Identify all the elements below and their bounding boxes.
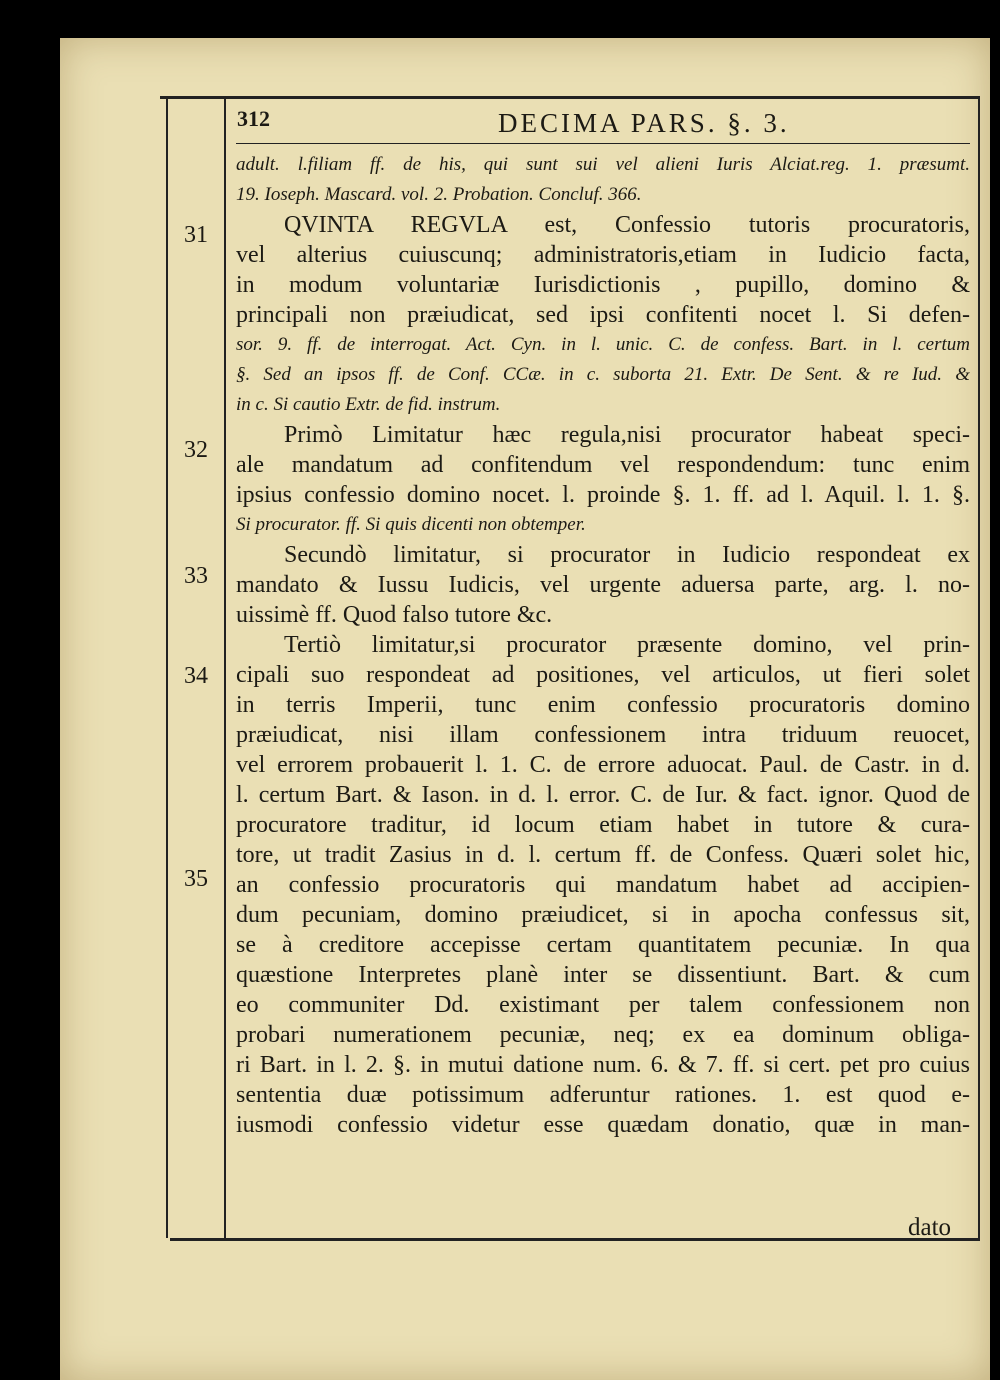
top-rule	[160, 96, 980, 99]
margin-number-33: 33	[184, 563, 208, 589]
text-line: §. Sed an ipsos ff. de Conf. CCæ. in c. suborta 21. Extr. De Sent. & re Iud. &	[236, 364, 970, 385]
text-line: l. certum Bart. & Iason. in d. l. error. C. de Iur. & fact. ignor. Quod de	[236, 782, 970, 808]
text-line: ipsius confessio domino nocet. l. proinde §. 1. ff. ad l. Aquil. l. 1. §.	[236, 482, 970, 508]
text-line: in c. Si cautio Extr. de fid. instrum.	[236, 394, 501, 415]
text-line: ale mandatum ad confitendum vel respondendum: tunc enim	[236, 452, 970, 478]
text-line: eo communiter Dd. existimant per talem confessionem non	[236, 992, 970, 1018]
running-title: DECIMA PARS. §. 3.	[498, 108, 790, 138]
text-line: Primò Limitatur hæc regula,nisi procurator habeat speci-	[284, 422, 970, 448]
text-line: sententia duæ potissimum adferuntur rationes. 1. est quod e-	[236, 1082, 970, 1108]
text-line: QVINTA REGVLA est, Confessio tutoris procuratoris,	[284, 212, 970, 238]
text-line: se à creditore accepisse certam quantitatem pecuniæ. In qua	[236, 932, 970, 958]
text-line: Tertiò limitatur,si procurator præsente domino, vel prin-	[284, 632, 970, 658]
text-line: vel alterius cuiuscunq; administratoris,etiam in Iudicio facta,	[236, 242, 970, 268]
margin-number-32: 32	[184, 437, 208, 463]
margin-number-34: 34	[184, 663, 208, 689]
outer-margin-rule	[166, 98, 168, 1238]
text-line: ri Bart. in l. 2. §. in mutui datione num. 6. & 7. ff. si cert. pet pro cuius	[236, 1052, 970, 1078]
text-line: principali non præiudicat, sed ipsi confitenti nocet l. Si defen-	[236, 302, 970, 328]
text-line: procuratore traditur, id locum etiam habet in tutore & cura-	[236, 812, 970, 838]
text-line: in terris Imperii, tunc enim confessio procuratoris domino	[236, 692, 970, 718]
text-line: Si procurator. ff. Si quis dicenti non obtemper.	[236, 514, 586, 535]
text-line: mandato & Iussu Iudicis, vel urgente aduersa parte, arg. l. no-	[236, 572, 970, 598]
text-line: probari numerationem pecuniæ, neq; ex ea dominum obliga-	[236, 1022, 970, 1048]
text-line: præiudicat, nisi illam confessionem intra triduum reuocet,	[236, 722, 970, 748]
text-line: adult. l.filiam ff. de his, qui sunt sui vel alieni Iuris Alciat.reg. 1. præsumt.	[236, 154, 970, 175]
text-line: dum pecuniam, domino præiudicet, si in apocha confessus sit,	[236, 902, 970, 928]
catchword: dato	[908, 1214, 952, 1241]
text-line: tore, ut tradit Zasius in d. l. certum ff. de Confess. Quæri solet hic,	[236, 842, 970, 868]
page-number: 312	[237, 106, 270, 131]
text-line: uissimè ff. Quod falso tutore &c.	[236, 602, 553, 628]
right-margin-rule	[978, 98, 980, 1238]
bottom-rule	[170, 1238, 980, 1241]
margin-number-31: 31	[184, 222, 208, 248]
text-line: cipali suo respondeat ad positiones, vel articulos, ut fieri solet	[236, 662, 970, 688]
text-line: 19. Ioseph. Mascard. vol. 2. Probation. Concluf. 366.	[236, 184, 642, 205]
text-line: vel errorem probauerit l. 1. C. de errore aduocat. Paul. de Castr. in d.	[236, 752, 970, 778]
inner-margin-rule	[224, 98, 226, 1238]
text-line: an confessio procuratoris qui mandatum habet ad accipien-	[236, 872, 970, 898]
margin-number-35: 35	[184, 866, 208, 892]
body-text	[236, 150, 970, 1140]
text-line: quæstione Interpretes planè inter se dissentiunt. Bart. & cum	[236, 962, 970, 988]
text-line: iusmodi confessio videtur esse quædam donatio, quæ in man-	[236, 1112, 970, 1138]
text-line: in modum voluntariæ Iurisdictionis , pupillo, domino &	[236, 272, 970, 298]
header-rule	[236, 143, 970, 144]
text-line: Secundò limitatur, si procurator in Iudicio respondeat ex	[284, 542, 970, 568]
text-line: sor. 9. ff. de interrogat. Act. Cyn. in l. unic. C. de confess. Bart. in l. certum	[236, 334, 970, 355]
